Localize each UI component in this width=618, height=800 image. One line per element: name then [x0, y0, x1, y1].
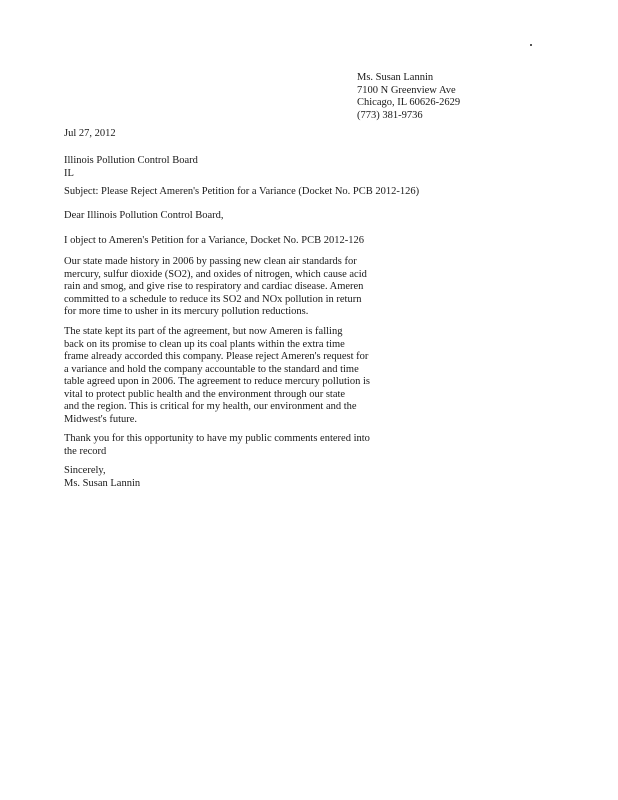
- paragraph-line: for more time to usher in its mercury pollution reductions.: [64, 306, 309, 317]
- salutation-text: Dear Illinois Pollution Control Board,: [64, 210, 224, 221]
- closing-block: [64, 465, 364, 490]
- letter-date: [64, 128, 364, 141]
- paragraph-line: the record: [64, 445, 107, 457]
- recipient-state: IL: [64, 167, 74, 179]
- paragraph-thanks: [64, 433, 370, 458]
- date-text: Jul 27, 2012: [64, 128, 116, 139]
- paragraph-line: Thank you for this opportunity to have my public comments entered into: [64, 433, 370, 444]
- closing-name: Ms. Susan Lannin: [64, 477, 141, 489]
- sender-phone: (773) 381-9736: [357, 109, 423, 121]
- paragraph-line: back on its promise to clean up its coal plants within the extra time: [64, 338, 345, 350]
- paragraph-line: a variance and hold the company accountable to the standard and time: [64, 363, 359, 375]
- closing-signoff: Sincerely,: [64, 465, 106, 476]
- paragraph-line: Our state made history in 2006 by passing new clean air standards for: [64, 256, 357, 267]
- subject-line: [64, 186, 424, 199]
- recipient-name: Illinois Pollution Control Board: [64, 155, 198, 166]
- paragraph-line: mercury, sulfur dioxide (SO2), and oxides of nitrogen, which cause acid: [64, 268, 367, 280]
- paragraph-line: rain and smog, and give rise to respiratory and cardiac disease. Ameren: [64, 281, 364, 292]
- sender-city: Chicago, IL 60626-2629: [357, 97, 461, 108]
- sender-street: 7100 N Greenview Ave: [357, 84, 456, 96]
- paragraph-history: [64, 256, 367, 319]
- objection-text: I object to Ameren's Petition for a Variance, Docket No. PCB 2012-126: [64, 235, 365, 246]
- subject-text: Subject: Please Reject Ameren's Petition for a Variance (Docket No. PCB 2012-126): [64, 186, 420, 197]
- paragraph-line: and the region. This is critical for my health, our environment and the: [64, 401, 357, 412]
- salutation: [64, 210, 364, 223]
- paragraph-line: Midwest's future.: [64, 413, 138, 425]
- paragraph-line: frame already accorded this company. Please reject Ameren's request for: [64, 351, 369, 362]
- scan-speck: [530, 44, 532, 46]
- paragraph-line: committed to a schedule to reduce its SO2 and NOx pollution in return: [64, 293, 362, 305]
- paragraph-line: vital to protect public health and the environment through our state: [64, 388, 346, 400]
- sender-address-block: [357, 72, 460, 122]
- objection-statement: [64, 235, 364, 248]
- recipient-block: [64, 155, 364, 180]
- paragraph-request: [64, 326, 370, 426]
- paragraph-line: table agreed upon in 2006. The agreement to reduce mercury pollution is: [64, 376, 370, 387]
- paragraph-line: The state kept its part of the agreement, but now Ameren is falling: [64, 326, 343, 337]
- sender-name: Ms. Susan Lannin: [357, 72, 434, 83]
